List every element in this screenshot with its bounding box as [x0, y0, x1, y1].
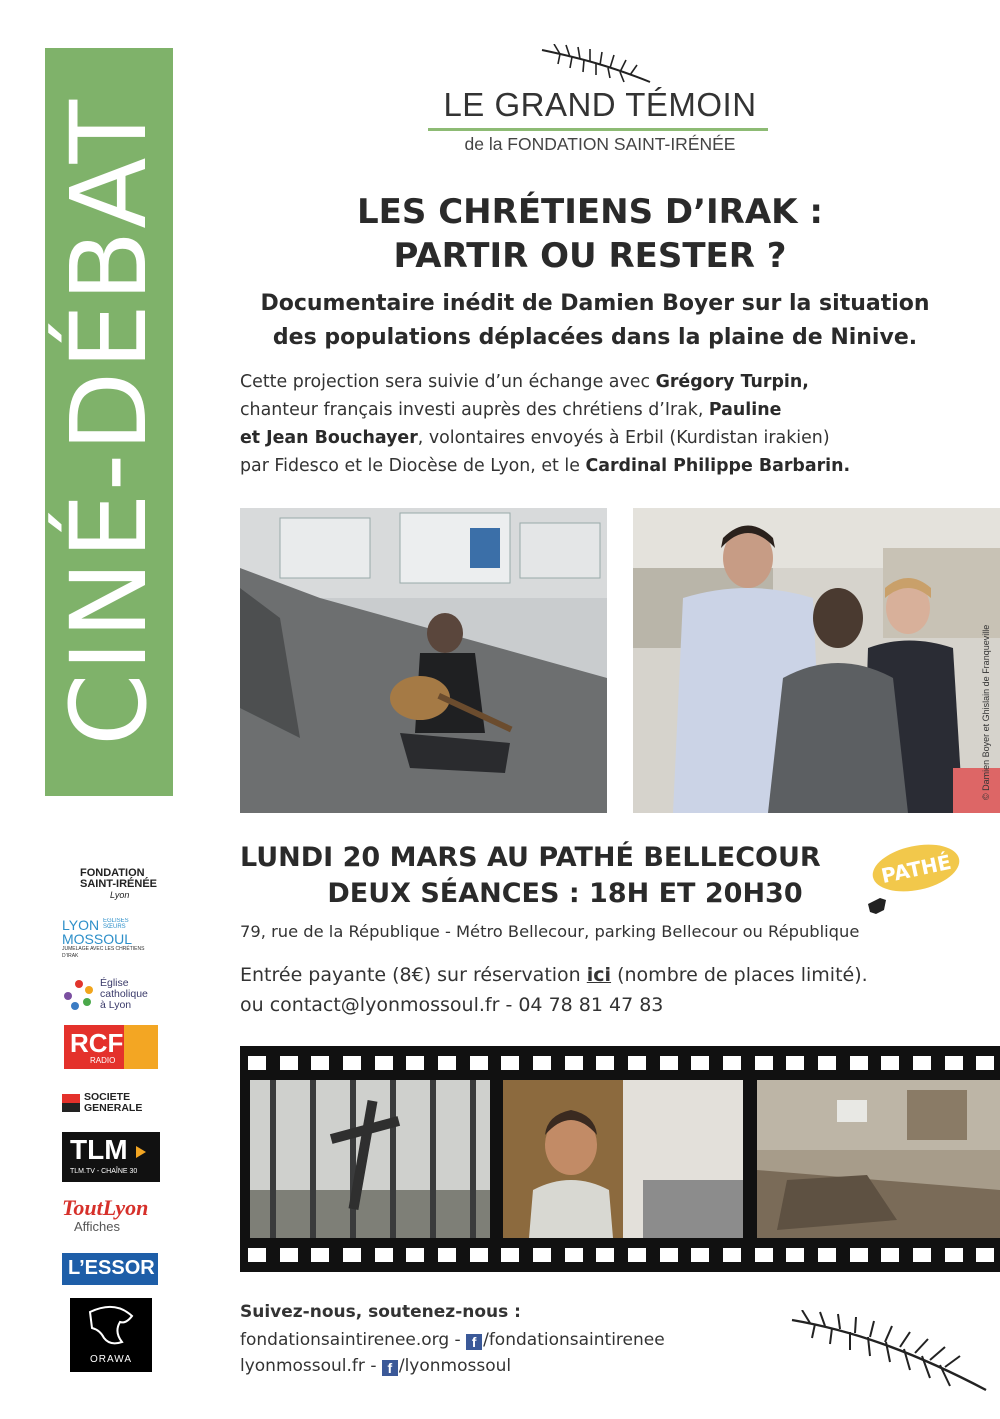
sponsor-societe-generale [62, 1092, 166, 1116]
film-sprocket [565, 1248, 583, 1262]
feather-logo-icon [540, 44, 660, 88]
film-sprocket [755, 1056, 773, 1070]
film-sprocket [913, 1248, 931, 1262]
sponsor-text: SOCIETE [84, 1092, 131, 1103]
film-sprocket [596, 1248, 614, 1262]
film-strip [240, 1046, 1000, 1272]
film-sprocket [881, 1248, 899, 1262]
subheading [240, 287, 950, 355]
brand-subtitle: de la FONDATION SAINT-IRÉNÉE [464, 134, 736, 154]
film-sprocket [628, 1056, 646, 1070]
film-sprocket [470, 1248, 488, 1262]
orawa-face-icon [70, 1302, 152, 1352]
entry-text: (nombre de places limité). [611, 964, 868, 986]
follow-title: Suivez-nous, soutenez-nous : [240, 1302, 521, 1322]
sponsor-eglise-lyon [62, 976, 162, 1016]
sponsor-orawa [70, 1298, 152, 1372]
rooster-icon [868, 898, 886, 914]
reservation-link[interactable]: ici [586, 964, 612, 986]
facebook-link[interactable]: /fondationsaintirenee [483, 1330, 665, 1350]
guest-name: Cardinal Philippe Barbarin. [585, 456, 851, 476]
sponsor-text: SAINT-IRÉNÉE [80, 878, 158, 890]
diocese-logo-icon [62, 978, 96, 1012]
film-sprocket [438, 1056, 456, 1070]
film-sprocket [248, 1056, 266, 1070]
film-sprocket [755, 1248, 773, 1262]
event-date: LUNDI 20 MARS AU PATHÉ BELLECOUR [240, 842, 821, 873]
facebook-link[interactable]: /lyonmossoul [398, 1356, 512, 1376]
film-sprocket [976, 1248, 994, 1262]
film-sprocket [913, 1056, 931, 1070]
film-sprocket [818, 1056, 836, 1070]
sponsor-text: ORAWA [89, 1354, 133, 1365]
sponsor-tout-lyon [62, 1196, 162, 1240]
sponsor-lessor [62, 1253, 158, 1285]
film-sprocket [786, 1056, 804, 1070]
film-sprocket [945, 1056, 963, 1070]
film-sprocket [501, 1056, 519, 1070]
sponsor-text: Lyon [110, 890, 130, 900]
website-link[interactable]: fondationsaintirenee.org - [240, 1330, 467, 1350]
sponsor-text: GENERALE [84, 1102, 143, 1114]
contact-line: ou contact@lyonmossoul.fr - 04 78 81 47 83 [240, 994, 664, 1016]
sponsor-rcf [64, 1025, 158, 1069]
description-text: chanteur français investi auprès des chrétiens d’Irak, [240, 400, 709, 420]
sponsor-text: ÉGLISES [102, 918, 129, 924]
photo-credit: © Damien Boyer et Ghislain de Franqueville [981, 624, 991, 800]
film-sprocket [406, 1056, 424, 1070]
website-link[interactable]: lyonmossoul.fr - [240, 1356, 382, 1376]
film-sprocket [596, 1056, 614, 1070]
sponsor-text: TLM [70, 1134, 128, 1165]
follow-line-mossoul [240, 1356, 800, 1376]
film-sprocket [311, 1056, 329, 1070]
pathe-logo-text: PATHÉ [879, 849, 954, 889]
film-sprocket [850, 1248, 868, 1262]
film-frame-child [503, 1080, 743, 1238]
film-sprocket [881, 1056, 899, 1070]
sponsor-text: JUMELAGE AVEC LES CHRÉTIENS D’IRAK [62, 946, 145, 959]
sponsor-text: TLM.TV - CHAÎNE 30 [70, 1168, 138, 1175]
sponsor-text: ToutLyon [62, 1196, 149, 1220]
feather-decoration-icon [790, 1310, 990, 1395]
subheading-line-1: Documentaire inédit de Damien Boyer sur la situation [260, 291, 930, 316]
facebook-icon: f [466, 1334, 482, 1350]
film-sprocket [660, 1056, 678, 1070]
description-text: , volontaires envoyés à Erbil (Kurdistan irakien) [417, 428, 830, 448]
film-sprocket [470, 1056, 488, 1070]
headline [240, 190, 940, 278]
description-text: Cette projection sera suivie d’un échange avec [240, 372, 656, 392]
event-address: 79, rue de la République - Métro Bellecour, parking Bellecour ou République [240, 922, 860, 941]
sponsor-text: L’ESSOR [68, 1257, 155, 1279]
film-sprocket [406, 1248, 424, 1262]
film-sprocket [723, 1248, 741, 1262]
headline-line-2: PARTIR OU RESTER ? [393, 236, 787, 276]
guest-name: Grégory Turpin, [655, 372, 809, 392]
brand-title: LE GRAND TÉMOIN [443, 86, 757, 123]
sponsor-fondation-saint-irenee [52, 868, 164, 908]
film-sprocket [375, 1248, 393, 1262]
sponsor-text: FONDATION [80, 868, 145, 879]
film-sprocket [533, 1248, 551, 1262]
film-sprocket [786, 1248, 804, 1262]
sponsor-text: SŒURS [102, 924, 126, 930]
film-sprocket [343, 1056, 361, 1070]
guest-name: Pauline [708, 400, 782, 420]
film-sprocket [850, 1056, 868, 1070]
sponsor-text: Affiches [74, 1219, 121, 1234]
film-sprocket [945, 1248, 963, 1262]
film-sprocket [691, 1056, 709, 1070]
sponsor-text: LYON [62, 918, 100, 933]
side-banner-title: CINÉ-DÉBAT [48, 97, 170, 747]
film-sprocket [343, 1248, 361, 1262]
sponsor-text: RCF [70, 1028, 124, 1058]
event-sessions: DEUX SÉANCES : 18H ET 20H30 [327, 878, 803, 909]
film-sprocket [280, 1248, 298, 1262]
film-sprocket [660, 1248, 678, 1262]
sponsor-text: RADIO [90, 1056, 116, 1065]
film-sprocket [311, 1248, 329, 1262]
sponsor-text: à Lyon [100, 999, 132, 1011]
side-banner [45, 48, 173, 796]
film-sprocket [248, 1248, 266, 1262]
description [240, 368, 970, 480]
sponsor-text: Église [100, 977, 129, 989]
play-icon [136, 1146, 146, 1158]
film-sprocket [818, 1248, 836, 1262]
headline-line-1: LES CHRÉTIENS D’IRAK : [357, 192, 823, 232]
film-frame-cross [250, 1080, 490, 1238]
entry-text: Entrée payante (8€) sur réservation [240, 964, 587, 986]
guest-name: et Jean Bouchayer [240, 428, 418, 448]
brand-divider [428, 128, 768, 131]
film-sprocket [565, 1056, 583, 1070]
subheading-line-2: des populations déplacées dans la plaine de Ninive. [272, 325, 918, 350]
film-sprocket [533, 1056, 551, 1070]
film-sprocket [628, 1248, 646, 1262]
film-sprocket [723, 1056, 741, 1070]
event-entry [240, 960, 1000, 1020]
photo-guitarist-on-roof [240, 508, 607, 813]
sponsor-lyon-mossoul [62, 918, 162, 968]
photo-volunteers-conversation [633, 508, 1000, 813]
film-sprocket [976, 1056, 994, 1070]
description-text: par Fidesco et le Diocèse de Lyon, et le [240, 456, 586, 476]
pathe-logo [864, 838, 964, 918]
film-sprocket [691, 1248, 709, 1262]
film-frame-ruins [757, 1080, 1000, 1238]
follow-line-fondation [240, 1330, 800, 1350]
sponsor-tlm [62, 1132, 160, 1182]
film-sprocket [438, 1248, 456, 1262]
film-sprocket [501, 1248, 519, 1262]
facebook-icon: f [382, 1360, 398, 1376]
sponsor-text: MOSSOUL [62, 931, 133, 947]
film-sprocket [280, 1056, 298, 1070]
film-sprocket [375, 1056, 393, 1070]
sponsor-text: catholique [100, 988, 148, 1000]
